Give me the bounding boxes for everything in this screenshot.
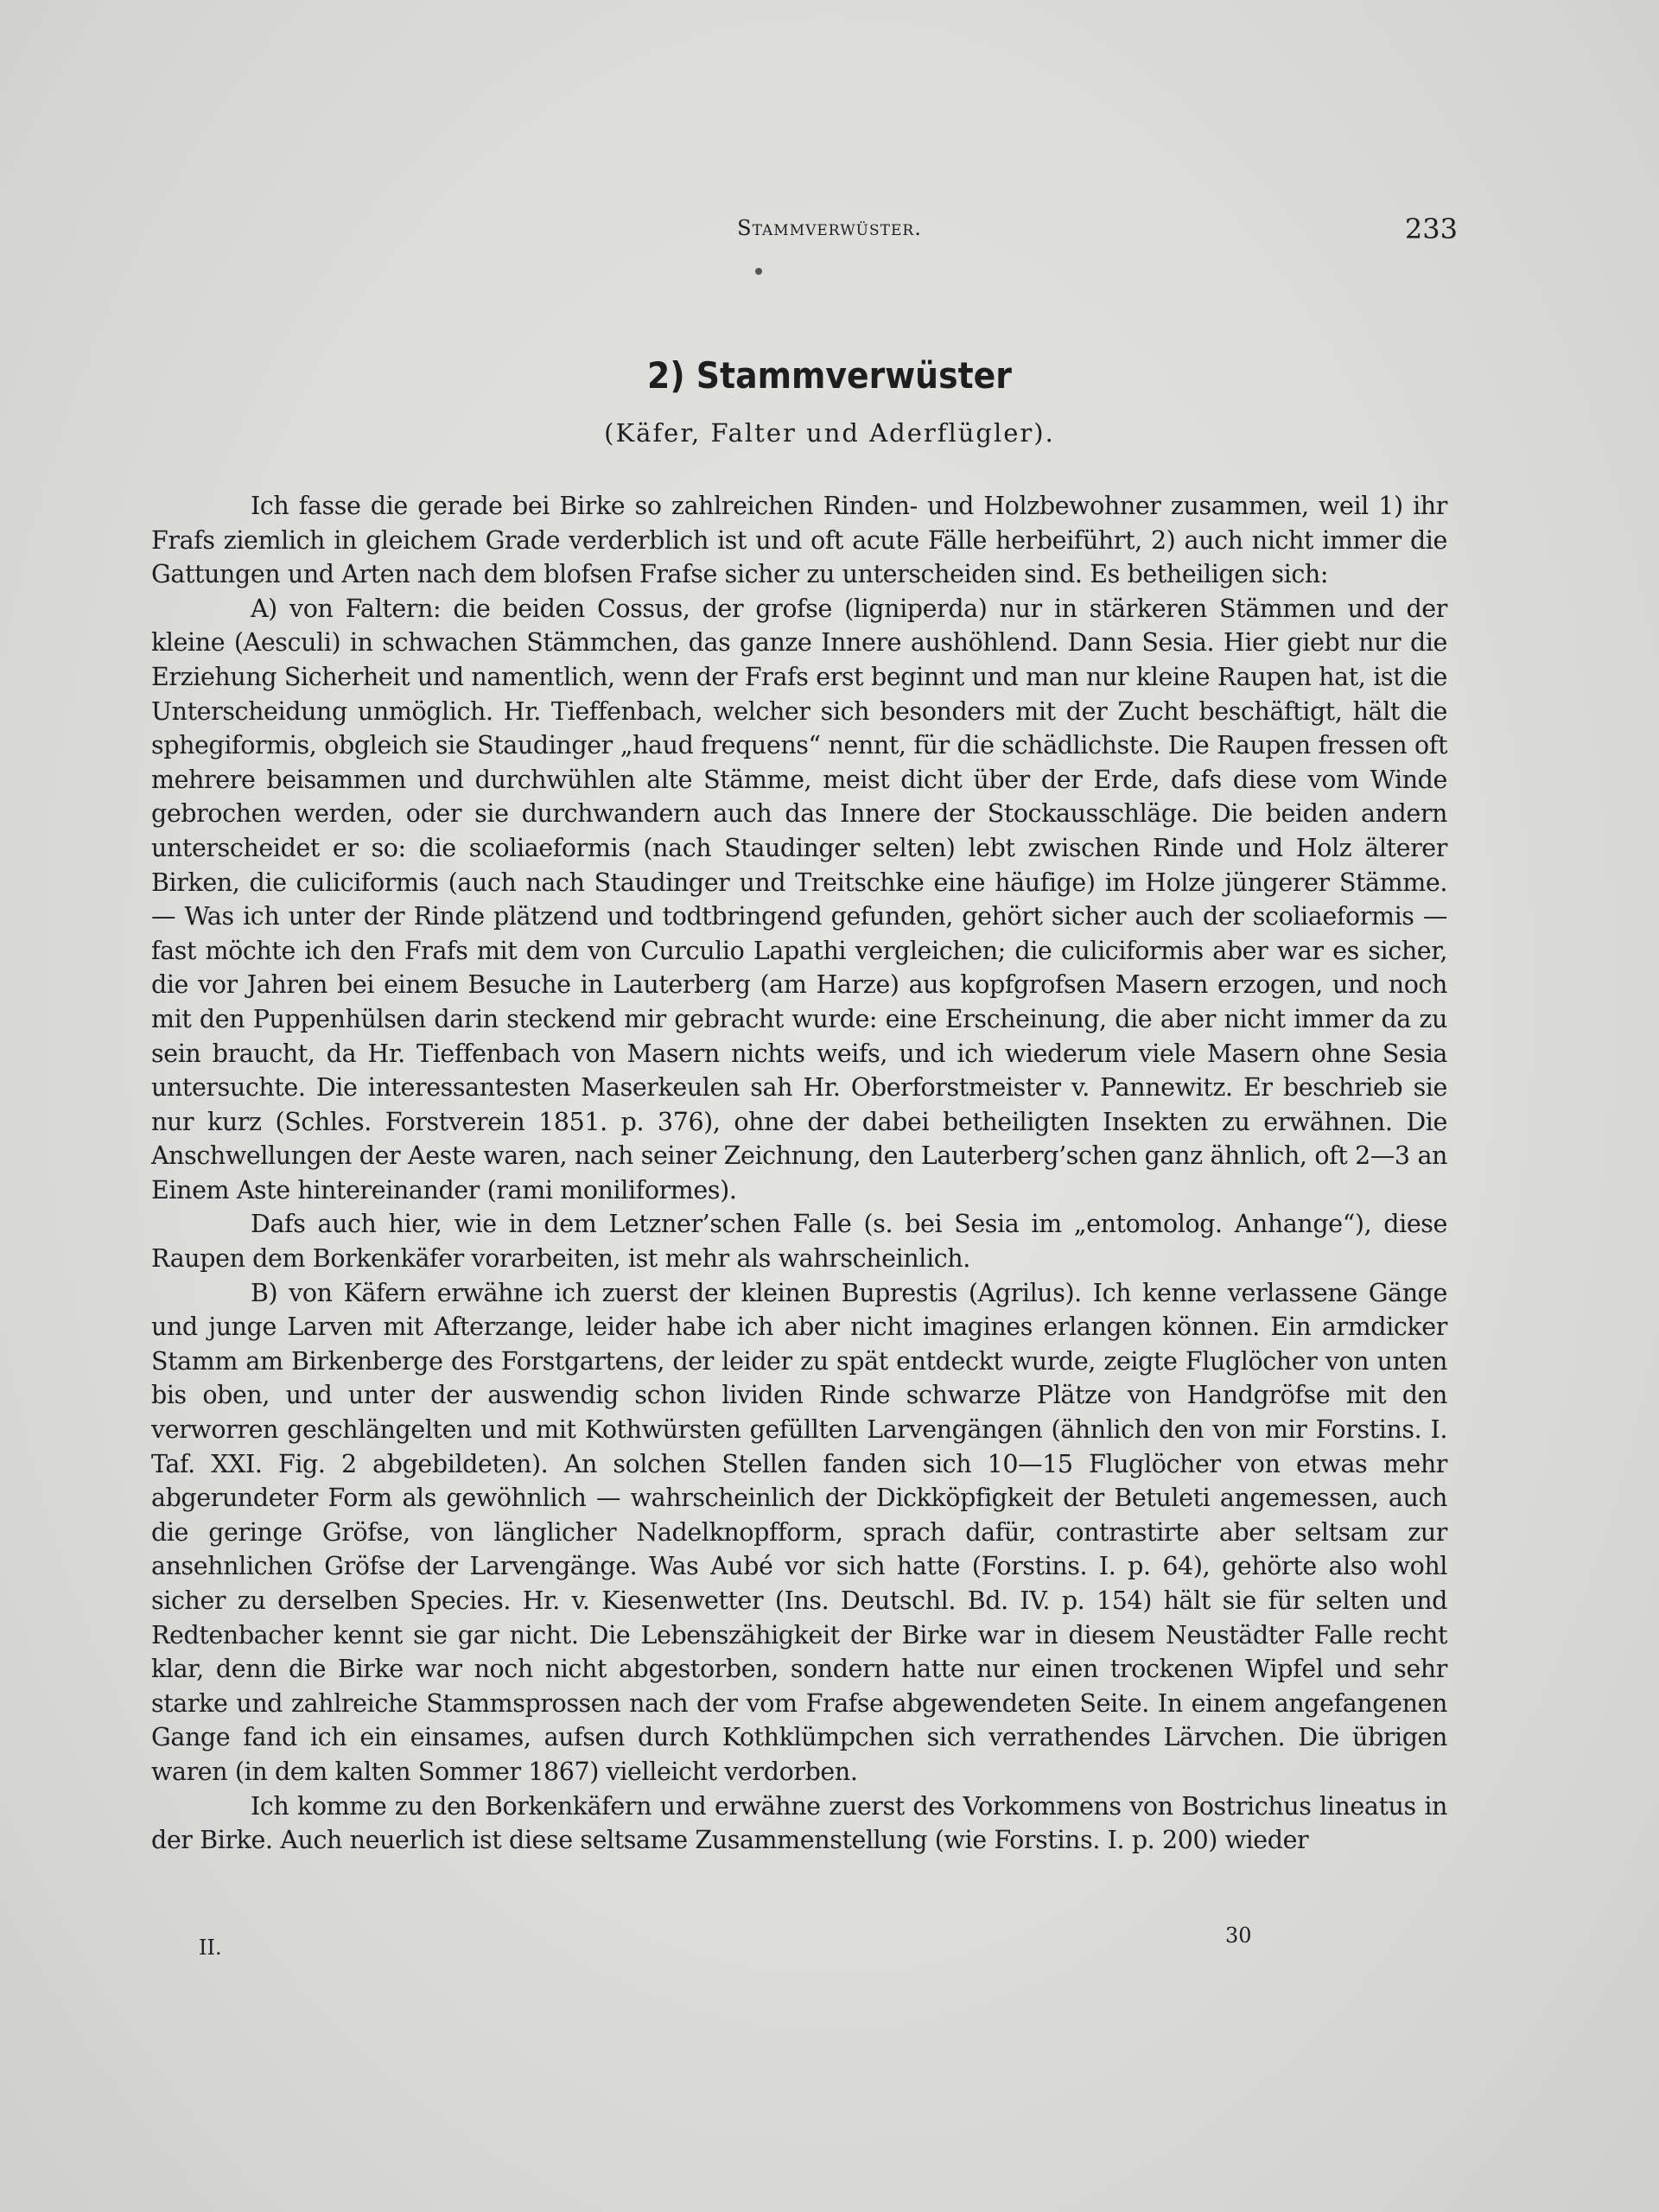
paragraph: Ich fasse die gerade bei Birke so zahlreichen Rinden- und Holzbewohner zusammen, weil 1) ihr Frafs ziemlich in gleichem Grade verderblich ist und oft acute Fälle herbeiführt, 2) auch nicht immer die Gattungen und Arten nach dem blofsen Frafse sicher zu unterscheiden sind. Es betheiligen sich: xyxy=(151,492,1447,589)
paragraph: A) von Faltern: die beiden Cossus, der grofse (ligniperda) nur in stärkeren Stämmen und der kleine (Aesculi) in schwachen Stämmchen, das ganze Innere aushöhlend. Dann Sesia. Hier giebt nur die Erziehung Sicherheit und namentlich, wenn der Frafs erst beginnt und man nur kleine Raupen hat, ist die Unterscheidung unmöglich. Hr. Tieffenbach, welcher sich besonders mit der Zucht beschäftigt, hält die sphegiformis, obgleich sie Staudinger „haud frequens“ nennt, für die schädlichste. Die Raupen fressen oft mehrere beisammen und durchwühlen alte Stämme, meist dicht über der Erde, dafs diese vom Winde gebrochen werden, oder sie durchwandern auch das Innere der Stockausschläge. Die beiden andern unterscheidet er so: die scoliaeformis (nach Staudinger selten) lebt zwischen Rinde und Holz älterer Birken, die culiciformis (auch nach Staudinger und Treitschke eine häufige) im Holze jüngerer Stämme. — Was ich unter der Rinde plätzend und todtbringend gefunden, gehört sicher auch der scoliaeformis — fast möchte ich den Frafs mit dem von Curculio Lapathi vergleichen; die culiciformis aber war es sicher, die vor Jahren bei einem Besuche in Lauterberg (am Harze) aus kopfgrofsen Masern erzogen, und noch mit den Puppenhülsen darin steckend mir gebracht wurde: eine Erscheinung, die aber nicht immer da zu sein braucht, da Hr. Tieffenbach von Masern nichts weifs, und ich wiederum viele Masern ohne Sesia untersuchte. Die interessantesten Maserkeulen sah Hr. Oberforstmeister v. Pannewitz. Er beschrieb sie nur kurz (Schles. Forstverein 1851. p. 376), ohne der dabei betheiligten Insekten zu erwähnen. Die Anschwellungen der Aeste waren, nach seiner Zeichnung, den Lauterberg’schen ganz ähnlich, oft 2—3 an Einem Aste hintereinander (rami moniliformes). xyxy=(151,594,1447,1205)
footer-sheet-number: 30 xyxy=(1225,1923,1252,1948)
paragraph: B) von Käfern erwähne ich zuerst der kleinen Buprestis (Agrilus). Ich kenne verlassene Gänge und junge Larven mit Afterzange, leider habe ich aber nicht imagines erlangen können. Ein armdicker Stamm am Birkenberge des Forstgartens, der leider zu spät entdeckt wurde, zeigte Fluglöcher von unten bis oben, und unter der auswendig schon lividen Rinde schwarze Plätze von Handgröfse mit den verworren geschlängelten und mit Kothwürsten gefüllten Larvengängen (ähnlich den von mir Forstins. I. Taf. XXI. Fig. 2 abgebildeten). An solchen Stellen fanden sich 10—15 Fluglöcher von etwas mehr abgerundeter Form als gewöhnlich — wahrscheinlich der Dickköpfigkeit der Betuleti angemessen, auch die geringe Gröfse, von länglicher Nadelknopfform, sprach dafür, contrastirte aber seltsam zur ansehnlichen Gröfse der Larvengänge. Was Aubé vor sich hatte (Forstins. I. p. 64), gehörte also wohl sicher zu derselben Species. Hr. v. Kiesenwetter (Ins. Deutschl. Bd. IV. p. 154) hält sie für selten und Redtenbacher kennt sie gar nicht. Die Lebenszähigkeit der Birke war in diesem Neustädter Falle recht klar, denn die Birke war noch nicht abgestorben, sondern hatte nur einen trockenen Wipfel und sehr starke und zahlreiche Stammsprossen nach der vom Frafse abgewendeten Seite. In einem angefangenen Gange fand ich ein einsames, aufsen durch Kothklümpchen sich verrathendes Lärvchen. Die übrigen waren (in dem kalten Sommer 1867) vielleicht verdorben. xyxy=(151,1278,1447,1786)
section-subtitle: (Käfer, Falter und Aderflügler). xyxy=(604,418,1055,448)
paragraph: Ich komme zu den Borkenkäfern und erwähne zuerst des Vorkommens von Bostrichus lineatus in der Birke. Auch neuerlich ist diese seltsame Zusammenstellung (wie Forstins. I. p. 200) wieder xyxy=(151,1791,1447,1855)
body-text xyxy=(151,489,1447,1858)
running-title: Stammverwüster. xyxy=(737,216,922,240)
section-title: 2) Stammverwüster xyxy=(647,354,1012,397)
page-number: 233 xyxy=(1404,213,1458,245)
printing-dot xyxy=(755,268,762,275)
footer-signature: II. xyxy=(199,1936,222,1960)
paragraph: Dafs auch hier, wie in dem Letzner’schen Falle (s. bei Sesia im „entomolog. Anhange“), diese Raupen dem Borkenkäfer vorarbeiten, ist mehr als wahrscheinlich. xyxy=(151,1210,1447,1274)
